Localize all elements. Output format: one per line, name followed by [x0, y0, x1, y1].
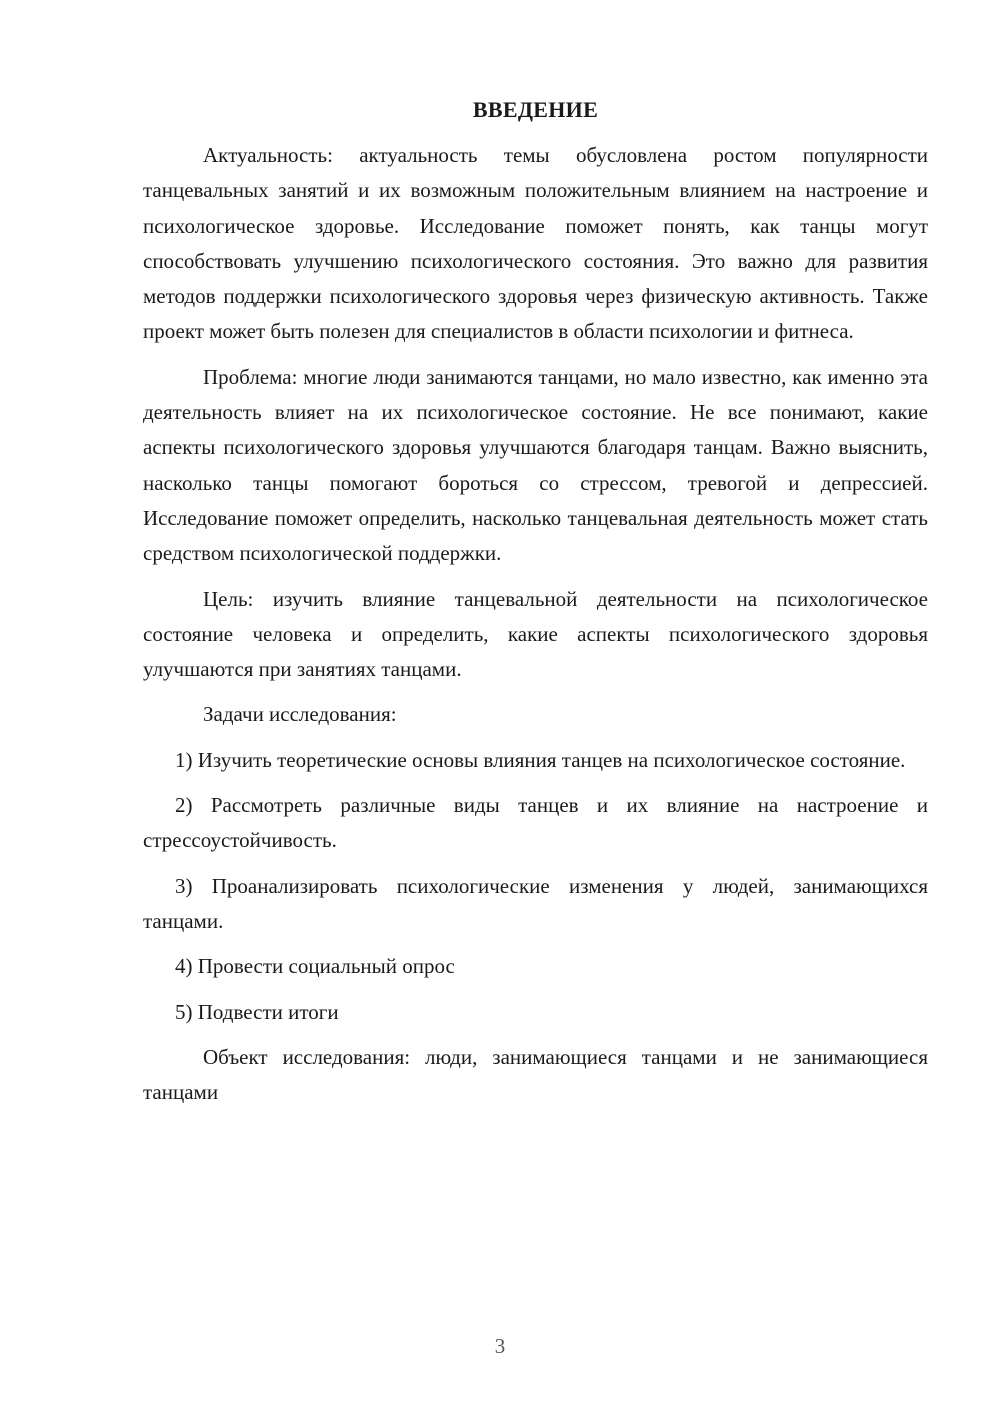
task-item-1: 1) Изучить теоретические основы влияния танцев на психологическое состояние. [175, 747, 906, 772]
task-item-4: 4) Провести социальный опрос [175, 954, 455, 979]
task-item-3: 3) Проанализировать психологические изменения у людей, занимающихся танцами. [143, 873, 928, 933]
page-content [143, 94, 928, 1120]
paragraph-goal: Цель: изучить влияние танцевальной деятельности на психологическое состояние человека и определить, какие аспекты психологического здоровья улучшаются при занятиях танцами. [143, 586, 928, 682]
paragraph-object: Объект исследования: люди, занимающиеся танцами и не занимающиеся танцами [143, 1044, 928, 1105]
section-heading: ВВЕДЕНИЕ [472, 97, 599, 122]
paragraph-tasks-title: Задачи исследования: [203, 702, 397, 727]
page-number: 3 [494, 1334, 506, 1358]
task-item-5: 5) Подвести итоги [175, 999, 339, 1024]
paragraph-problem: Проблема: многие люди занимаются танцами, но мало известно, как именно эта деятельность влияет на их психологическое состояние. Не все понимают, какие аспекты психологического здоровья улучшаются благодаря танцам. Важно выяснить, насколько танцы помогают бороться со стрессом, тревогой и депрессией. Исследование поможет определить, насколько танцевальная деятельность может стать средством психологической поддержки. [143, 364, 928, 566]
paragraph-relevance: Актуальность: актуальность темы обусловлена ростом популярности танцевальных занятий и их возможным положительным влиянием на настроение и психологическое здоровье. Исследование поможет понять, как танцы могут способствовать улучшению психологического состояния. Это важно для развития методов поддержки психологического здоровья через физическую активность. Также проект может быть полезен для специалистов в области психологии и фитнеса. [143, 143, 928, 344]
task-item-2: 2) Рассмотреть различные виды танцев и их влияние на настроение и стрессоустойчивость. [143, 793, 928, 853]
